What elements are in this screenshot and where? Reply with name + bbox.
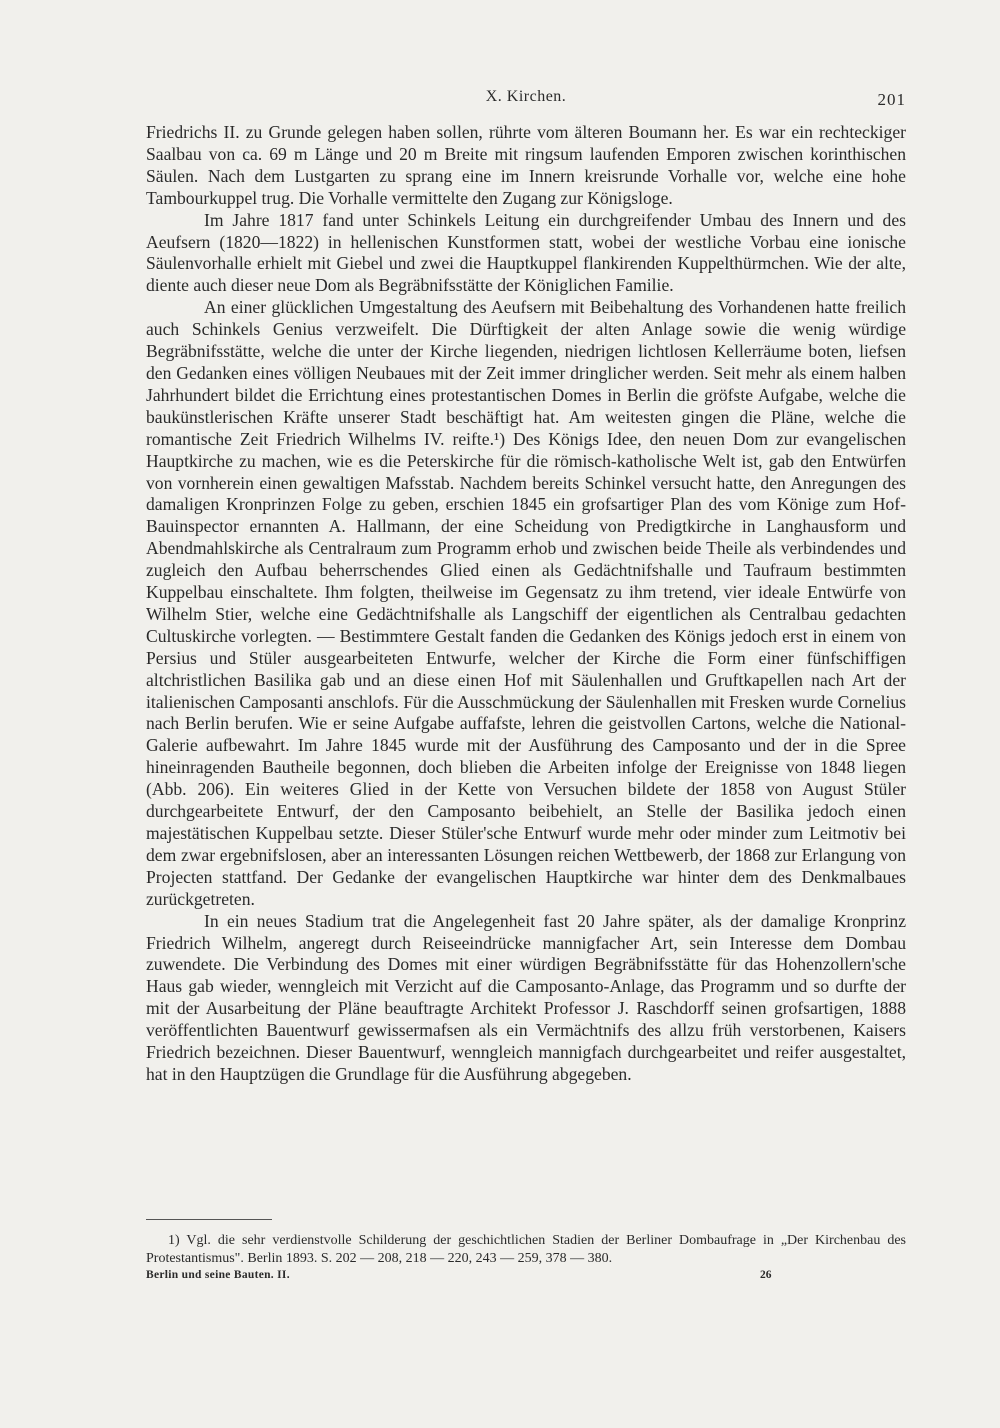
sheet-number: 26 xyxy=(760,1269,772,1281)
paragraph: Friedrichs II. zu Grunde gelegen haben sollen, rührte vom älteren Boumann her. Es war ein rechteckiger Saalbau von ca. 69 m Länge und 20 m Breite mit ringsum laufenden Emporen zwischen korinthischen Säulen. Nach dem Lustgarten zu sprang eine im Innern kreisrunde Vorhalle vor, welche eine hohe Tambourkuppel trug. Die Vorhalle vermittelte den Zugang zur Königsloge. xyxy=(146,122,906,208)
paragraph: An einer glücklichen Umgestaltung des Aeufsern mit Beibehaltung des Vorhandenen hatte freilich auch Schinkels Genius verzweifelt. Die Dürftigkeit der alten Anlage sowie die wenig würdige Begräbnifsstätte, welche die unter der Kirche liegenden, niedrigen lichtlosen Kellerräume boten, liefsen den Gedanken eines völligen Neubaues mit der Zeit immer dringlicher werden. Seit mehr als einem halben Jahrhundert bildet die Errichtung eines protestantischen Domes in Berlin die gröfste Aufgabe, welche die baukünstlerischen Kräfte unserer Stadt beschäftigt hat. Am weitesten gingen die Pläne, welche die romantische Zeit Friedrich Wilhelms IV. reifte.¹) Des Königs Idee, den neuen Dom zur evangelischen Hauptkirche zu machen, wie es die Peterskirche für die römisch-katholische Welt ist, gab den Entwürfen von vornherein einen gewaltigen Mafsstab. Nachdem bereits Schinkel versucht hatte, den Anregungen des damaligen Kronprinzen Folge zu geben, erschien 1845 ein grofsartiger Plan des vom Könige zum Hof-Bauinspector ernannten A. Hallmann, der eine Scheidung von Predigtkirche in Langhausform und Abendmahlskirche als Centralraum zum Programm erhob und zwischen beide Theile als verbindendes und zugleich den Aufbau beherrschendes Glied einen als Gedächtnifshalle und Taufraum bestimmten Kuppelbau einschaltete. Ihm folgten, theilweise im Gegensatz zu ihm tretend, vier ideale Entwürfe von Wilhelm Stier, welche eine Gedächtnifshalle als Langschiff der eigentlichen als Centralbau gedachten Cultuskirche vorlegten. — Bestimmtere Gestalt fanden die Gedanken des Königs jedoch erst in einem von Persius und Stüler ausgearbeiteten Entwurfe, welcher der Kirche die Form einer fünfschiffigen altchristlichen Basilika gab und an diese einen Hof mit Säulenhallen und Gruftkapellen nach Art der italienischen Camposanti anschlofs. Für die Ausschmückung der Säulenhallen mit Fresken wurde Cornelius nach Berlin berufen. Wie er seine Aufgabe auffafste, lehren die geistvollen Cartons, welche die National-Galerie aufbewahrt. Im Jahre 1845 wurde mit der Ausführung des Camposanto und der in die Spree hineinragenden Bautheile begonnen, doch blieben die Arbeiten infolge der Ereignisse von 1848 liegen (Abb. 206). Ein weiteres Glied in der Kette von Versuchen bildete der 1858 von August Stüler durchgearbeitete Entwurf, der den Camposanto beibehielt, an Stelle der Basilika jedoch einen majestätischen Kuppelbau setzte. Dieser Stüler'sche Entwurf wurde mehr oder minder zum Leitmotiv bei dem zwar ergebnifslosen, aber an interessanten Lösungen reichen Wettbewerb, der 1868 zur Erlangung von Projecten stattfand. Der Gedanke der evangelischen Hauptkirche war hinter dem des Denkmalbaues zurückgetreten. xyxy=(146,297,906,909)
book-imprint: Berlin und seine Bauten. II. xyxy=(146,1269,290,1281)
running-header xyxy=(146,88,906,112)
body-text xyxy=(146,122,906,1086)
footnote: 1) Vgl. die sehr verdienstvolle Schilderung der geschichtlichen Stadien der Berliner Dombaufrage in „Der Kirchenbau des Protestantismus". Berlin 1893. S. 202 — 208, 218 — 220, 243 — 259, 378 — 380. xyxy=(146,1233,906,1266)
printer-signature xyxy=(146,1269,906,1287)
footnote-divider xyxy=(146,1219,272,1220)
page-number: 201 xyxy=(877,90,906,109)
paragraph: In ein neues Stadium trat die Angelegenheit fast 20 Jahre später, als der damalige Kronprinz Friedrich Wilhelm, angeregt durch Reiseeindrücke mannigfacher Art, sein Interesse dem Dombau zuwendete. Die Verbindung des Domes mit einer würdigen Begräbnifsstätte für das Hohenzollern'sche Haus gab wieder, wenngleich mit Verzicht auf die Camposanto-Anlage, das Programm und so durfte der mit der Ausarbeitung der Pläne beauftragte Architekt Professor J. Raschdorff seinen grofsartigen, 1888 veröffentlichten Bauentwurf gewissermafsen als ein Vermächtnifs des allzu früh verstorbenen, Kaisers Friedrich bezeichnen. Dieser Bauentwurf, wenngleich mannigfach durchgearbeitet und reifer ausgestaltet, hat in den Hauptzügen die Grundlage für die Ausführung abgegeben. xyxy=(146,910,906,1084)
chapter-title: X. Kirchen. xyxy=(485,88,567,105)
paragraph: Im Jahre 1817 fand unter Schinkels Leitung ein durchgreifender Umbau des Innern und des Aeufsern (1820—1822) in hellenischen Kunstformen statt, wobei der westliche Vorbau eine ionische Säulenvorhalle erhielt mit Giebel und zwei die Hauptkuppel flankirenden Kuppelthürmchen. Wie der alte, diente auch dieser neue Dom als Begräbnifsstätte der Königlichen Familie. xyxy=(146,209,906,296)
